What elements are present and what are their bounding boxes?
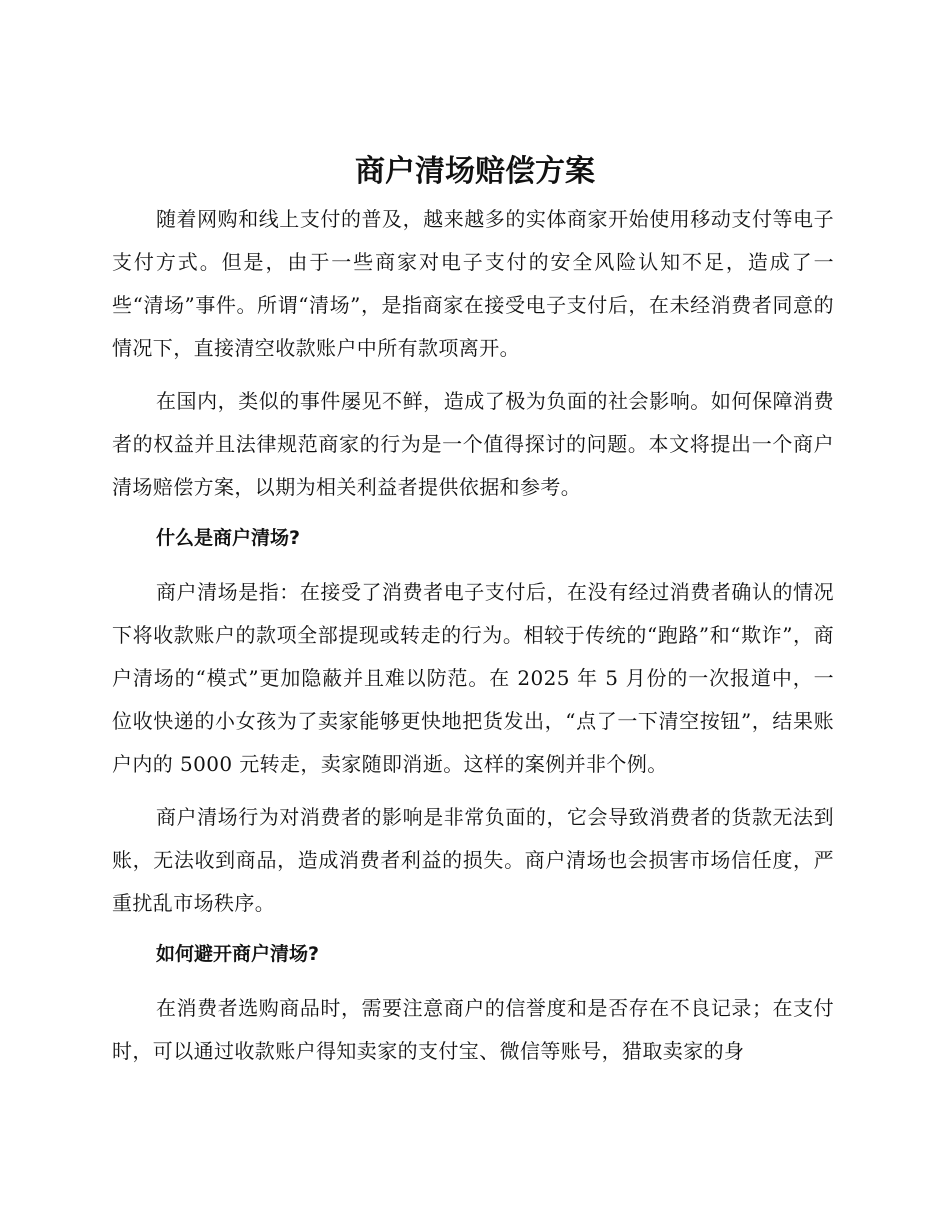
section2-paragraph-1: 在消费者选购商品时，需要注意商户的信誉度和是否存在不良记录；在支付时，可以通过收款账户得知卖家的支付宝、微信等账号，猎取卖家的身 <box>112 996 834 1063</box>
section1-paragraph-2: 商户清场行为对消费者的影响是非常负面的，它会导致消费者的货款无法到账，无法收到商品，造成消费者利益的损失。商户清场也会损害市场信任度，严重扰乱市场秩序。 <box>112 805 834 915</box>
intro-paragraph-1: 随着网购和线上支付的普及，越来越多的实体商家开始使用移动支付等电子支付方式。但是，由于一些商家对电子支付的安全风险认知不足，造成了一些“清场”事件。所谓“清场”，是指商家在接受电子支付后，在未经消费者同意的情况下，直接清空收款账户中所有款项离开。 <box>112 207 834 360</box>
section-heading-how-to-avoid: 如何避开商户清场? <box>156 943 320 965</box>
section1-paragraph-1: 商户清场是指：在接受了消费者电子支付后，在没有经过消费者确认的情况下将收款账户的款项全部提现或转走的行为。相较于传统的“跑路”和“欺诈”，商户清场的“模式”更加隐蔽并且难以防范。在 2025 年 5 月份的一次报道中，一位收快递的小女孩为了卖家能够更快地把货发出，“点了一下清空按钮”，结果账户内的 5000 元转走，卖家随即消逝。这样的案例并非个例。 <box>112 580 834 776</box>
document-title: 商户清场赔偿方案 <box>355 154 595 189</box>
intro-paragraph-2: 在国内，类似的事件屡见不鲜，造成了极为负面的社会影响。如何保障消费者的权益并且法律规范商家的行为是一个值得探讨的问题。本文将提出一个商户清场赔偿方案，以期为相关利益者提供依据和参考。 <box>112 389 834 499</box>
document-body <box>112 198 834 1083</box>
section-heading-what-is: 什么是商户清场? <box>156 527 301 549</box>
